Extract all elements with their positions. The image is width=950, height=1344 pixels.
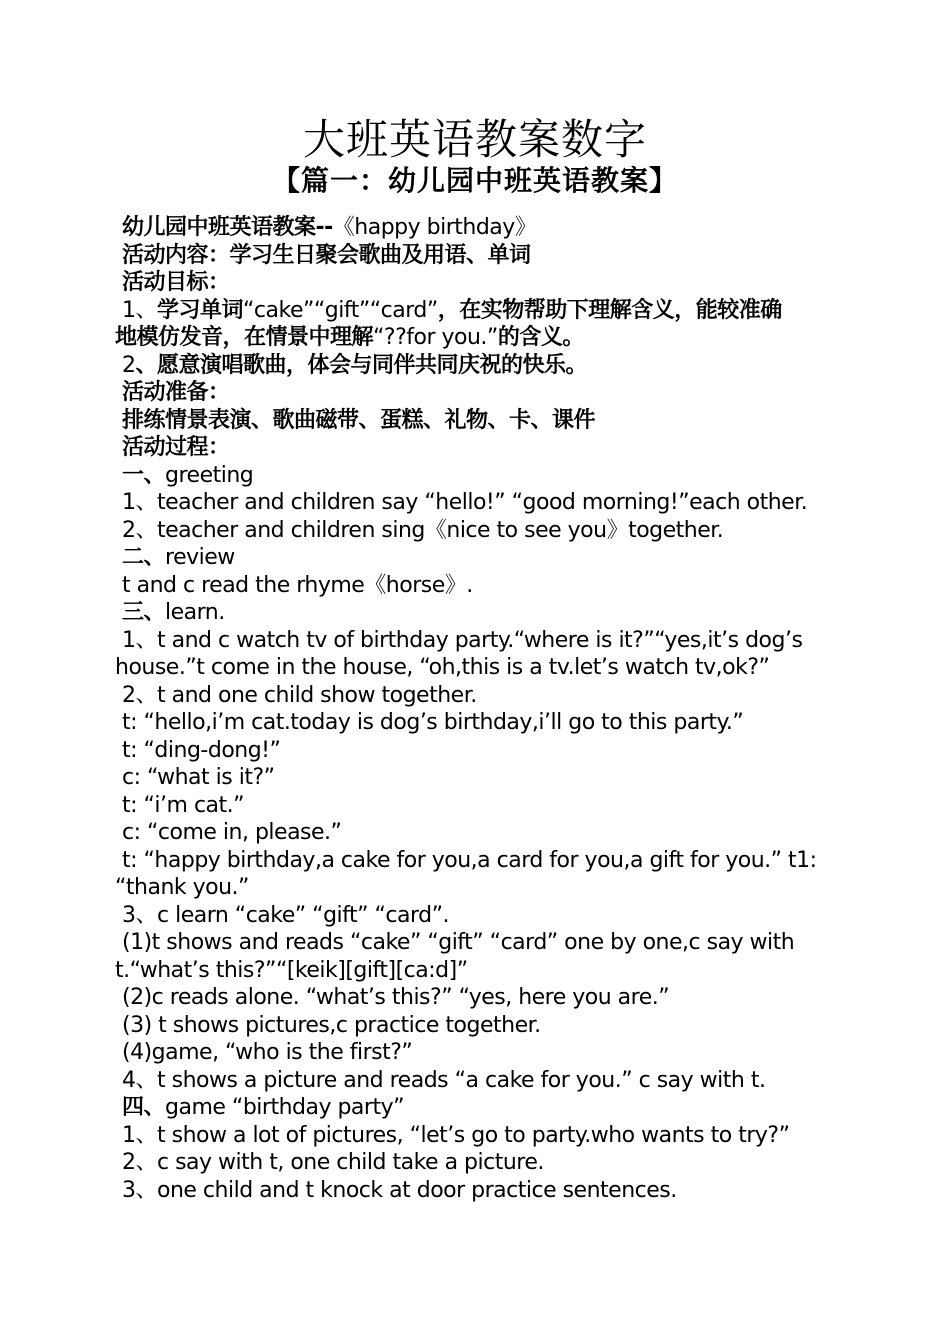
document-subtitle: 【篇一：幼儿园中班英语教案】 bbox=[271, 164, 678, 197]
text-line bbox=[115, 407, 835, 435]
text-line bbox=[115, 1039, 835, 1067]
text-line bbox=[115, 627, 835, 655]
document-body bbox=[115, 214, 835, 1204]
text-run: 2 bbox=[122, 352, 136, 378]
text-line bbox=[115, 957, 835, 985]
text-run: house.”t come in the house, “oh,this is a tv.let’s watch tv,ok?” bbox=[115, 655, 770, 680]
text-run: 4、t shows a picture and reads “a cake for you.” c say with t. bbox=[122, 1067, 766, 1093]
text-line bbox=[115, 599, 835, 627]
text-run: 地模仿发音，在情景中理解 bbox=[115, 325, 374, 350]
text-run: 1、t show a lot of pictures, “let’s go to party.who wants to try?” bbox=[122, 1122, 790, 1148]
text-line bbox=[115, 1012, 835, 1040]
text-run: (2)c reads alone. “what’s this?” “yes, here you are.” bbox=[122, 985, 670, 1010]
text-run: 1、t and c watch tv of birthday party.“where is it?”“yes,it’s dog’s bbox=[122, 627, 803, 653]
text-line bbox=[115, 489, 835, 517]
text-run: 3、one child and t knock at door practice sentences. bbox=[122, 1177, 677, 1203]
text-run: 3、c learn “cake” “gift” “card”. bbox=[122, 902, 450, 928]
text-run: learn. bbox=[165, 600, 225, 625]
text-run: 活动内容：学习生日聚会歌曲及用语、单词 bbox=[122, 242, 531, 268]
text-run: 二、 bbox=[122, 545, 166, 570]
text-run: 排练情景表演、歌曲磁带、蛋糕、礼物、卡、课件 bbox=[122, 407, 596, 433]
text-line bbox=[115, 269, 835, 297]
text-run: t: “happy birthday,a cake for you,a card for you,a gift for you.” t1: bbox=[122, 847, 817, 873]
text-line bbox=[115, 654, 835, 682]
text-run: 2、teacher and children sing《nice to see you》together. bbox=[122, 517, 724, 543]
text-run: 活动准备： bbox=[122, 380, 230, 405]
text-run: 、愿意演唱歌曲，体会与同伴共同庆祝的快乐。 bbox=[135, 352, 588, 378]
text-run: c: “what is it?” bbox=[122, 765, 275, 790]
text-run: t: “i’m cat.” bbox=[122, 792, 245, 818]
text-run: 2、c say with t, one child take a picture. bbox=[122, 1150, 544, 1175]
text-run: (1)t shows and reads “cake” “gift” “card” one by one,c say with bbox=[122, 930, 795, 955]
text-line bbox=[115, 1149, 835, 1177]
text-line bbox=[115, 462, 835, 490]
text-line bbox=[115, 819, 835, 847]
text-line bbox=[115, 1122, 835, 1150]
text-run: 1、teacher and children say “hello!” “good morning!”each other. bbox=[122, 490, 808, 515]
text-run: greeting bbox=[165, 462, 254, 488]
text-line bbox=[115, 1067, 835, 1095]
text-line bbox=[115, 379, 835, 407]
text-line bbox=[115, 517, 835, 545]
text-run: “thank you.” bbox=[115, 875, 249, 900]
text-run: (4)game, “who is the first?” bbox=[122, 1040, 413, 1065]
text-run: ，在实物帮助下理解含义，能较准确 bbox=[437, 297, 782, 323]
text-line bbox=[115, 352, 835, 380]
text-run: 的含义。 bbox=[497, 325, 584, 350]
text-line bbox=[115, 324, 835, 352]
text-line bbox=[115, 929, 835, 957]
text-run: review bbox=[165, 545, 235, 570]
text-line bbox=[115, 214, 835, 242]
text-run: 幼儿园中班英语教案-- bbox=[122, 215, 333, 240]
text-run: “cake”“gift”“card” bbox=[243, 297, 438, 323]
text-line bbox=[115, 572, 835, 600]
text-run: game “birthday party” bbox=[165, 1095, 405, 1120]
text-line bbox=[115, 434, 835, 462]
text-line bbox=[115, 709, 835, 737]
text-line bbox=[115, 984, 835, 1012]
text-line bbox=[115, 792, 835, 820]
text-run: 活动目标： bbox=[122, 270, 230, 295]
text-run: 1、 bbox=[122, 297, 157, 323]
text-run: t.“what’s this?”“[keik][gift][ca:d]” bbox=[115, 957, 468, 983]
text-line bbox=[115, 682, 835, 710]
text-run: 学习单词 bbox=[157, 297, 244, 323]
text-run: 一、 bbox=[122, 462, 166, 488]
text-line bbox=[115, 1094, 835, 1122]
text-run: 三、 bbox=[122, 600, 166, 625]
text-run: 《happy birthday》 bbox=[332, 215, 537, 240]
text-run: “??for you.” bbox=[373, 325, 498, 350]
text-run: 2、t and one child show together. bbox=[122, 682, 477, 708]
text-line bbox=[115, 764, 835, 792]
text-line bbox=[115, 737, 835, 765]
text-run: (3) t shows pictures,c practice together. bbox=[122, 1012, 541, 1038]
document-title: 大班英语教案数字 bbox=[302, 115, 647, 164]
text-run: 四、 bbox=[122, 1095, 166, 1120]
text-line bbox=[115, 297, 835, 325]
text-run: t: “hello,i’m cat.today is dog’s birthday,i’ll go to this party.” bbox=[122, 710, 744, 735]
text-line bbox=[115, 874, 835, 902]
text-line bbox=[115, 544, 835, 572]
text-run: 活动过程： bbox=[122, 435, 230, 460]
text-line bbox=[115, 242, 835, 270]
text-run: t and c read the rhyme《horse》. bbox=[122, 572, 473, 598]
text-run: t: “ding-dong!” bbox=[122, 737, 281, 763]
text-run: c: “come in, please.” bbox=[122, 820, 342, 845]
text-line bbox=[115, 1177, 835, 1205]
text-line bbox=[115, 902, 835, 930]
text-line bbox=[115, 847, 835, 875]
